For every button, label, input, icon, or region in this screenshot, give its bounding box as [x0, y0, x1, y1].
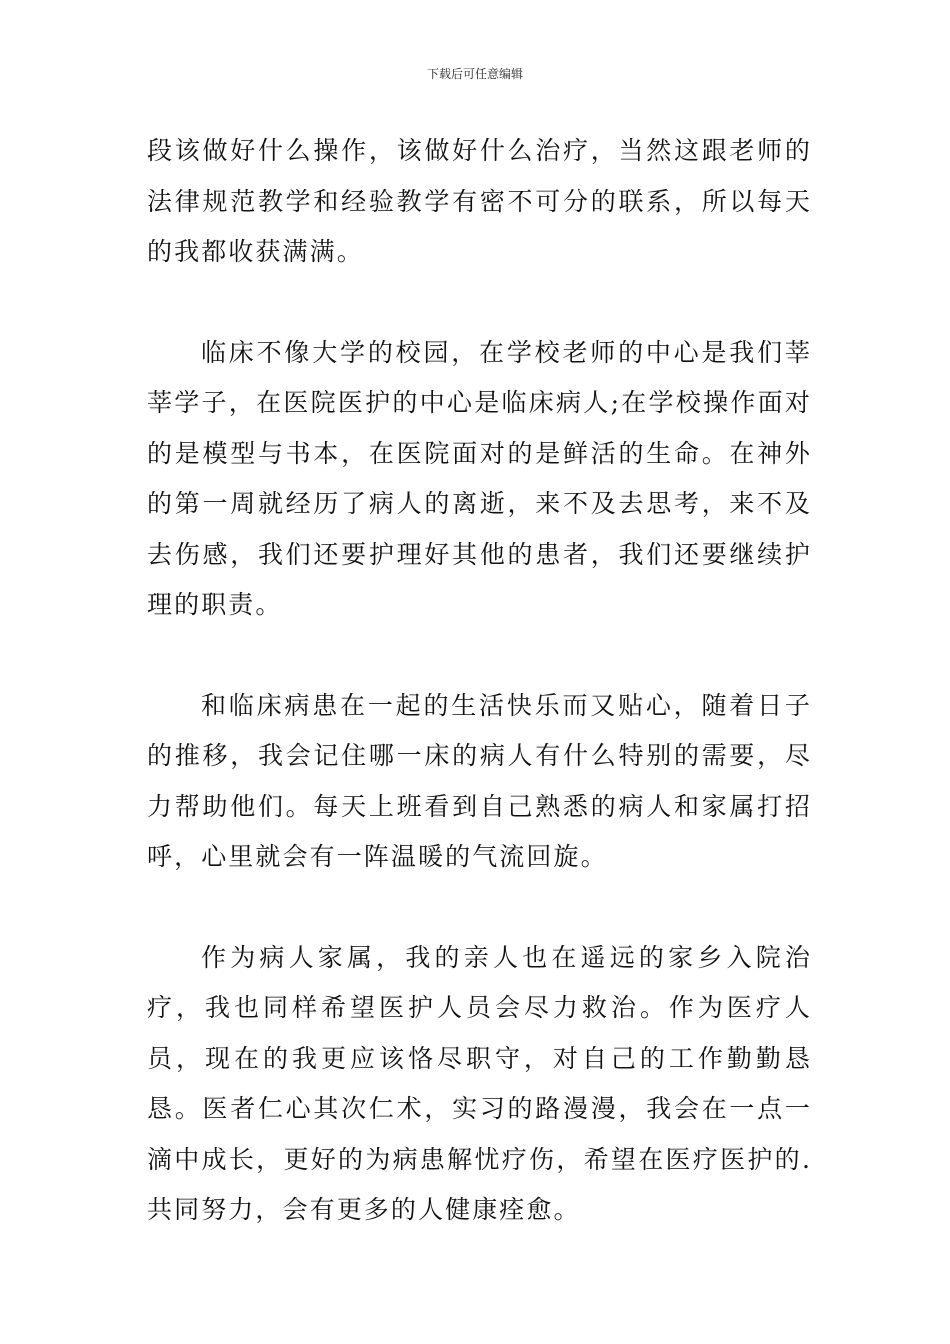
paragraph-gap	[147, 631, 812, 681]
paragraph-2: 临床不像大学的校园，在学校老师的中心是我们莘莘学子，在医院医护的中心是临床病人;在学校操作面对的是模型与书本，在医院面对的是鲜活的生命。在神外的第一周就经历了病人的离逝，来不及去思考，来不及去伤感，我们还要护理好其他的患者，我们还要继续护理的职责。	[147, 337, 812, 619]
paragraph-gap	[147, 883, 812, 933]
paragraph-3: 和临床病患在一起的生活快乐而又贴心，随着日子的推移，我会记住哪一床的病人有什么特别的需要，尽力帮助他们。每天上班看到自己熟悉的病人和家属打招呼，心里就会有一阵温暖的气流回旋。	[147, 690, 812, 871]
paragraph-4: 作为病人家属，我的亲人也在遥远的家乡入院治疗，我也同样希望医护人员会尽力救治。作为医疗人员，现在的我更应该恪尽职守，对自己的工作勤勤恳恳。医者仁心其次仁术，实习的路漫漫，我会在一点一滴中成长，更好的为病患解忧疗伤，希望在医疗医护的.共同努力，会有更多的人健康痊愈。	[147, 942, 812, 1224]
paragraph-1: 段该做好什么操作，该做好什么治疗，当然这跟老师的法律规范教学和经验教学有密不可分的联系，所以每天的我都收获满满。	[147, 136, 812, 266]
document-body	[147, 126, 812, 1236]
paragraph-gap	[147, 278, 812, 328]
page-header: 下载后可任意编辑	[426, 67, 523, 81]
